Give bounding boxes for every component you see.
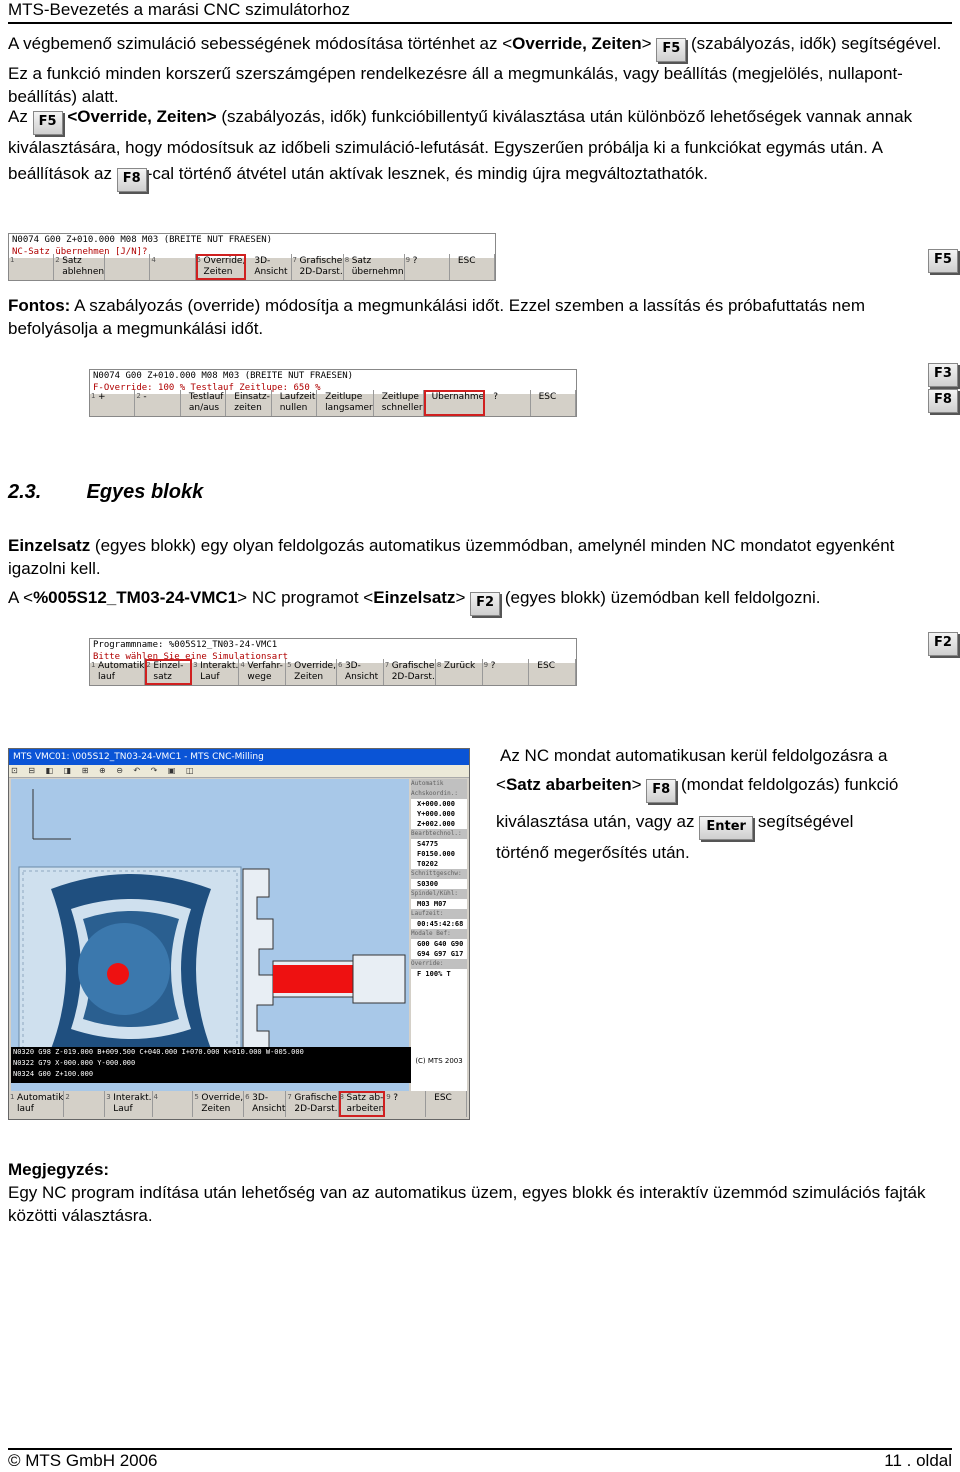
softkey-button[interactable] <box>286 659 337 685</box>
info-value: X+000.000 <box>417 800 455 808</box>
simulator-copyright: (C) MTS 2003 <box>415 1057 463 1065</box>
info-heading: Achskoordin.: <box>411 789 467 799</box>
text-bold: Einzelsatz <box>373 588 456 607</box>
info-heading: Spindel/Kühl: <box>411 889 467 899</box>
text: (egyes blokk) üzemódban kell feldolgozni. <box>500 588 821 607</box>
softkey-label: zeiten <box>234 403 262 413</box>
panel-line: Bitte wählen Sie eine Simulationsart <box>90 651 576 663</box>
panel-line: F-Override: 100 % Testlauf Zeitlupe: 650 % <box>90 382 576 394</box>
softkey-label: Override, <box>294 661 336 671</box>
softkey-label: Interakt. <box>200 661 239 671</box>
softkey-button[interactable] <box>374 390 424 416</box>
f2-key-icon: F2 <box>928 632 958 656</box>
softkey-number: 1 <box>91 392 96 400</box>
f5-key-icon: F5 <box>33 111 63 135</box>
softkey-button[interactable] <box>244 1091 286 1117</box>
softkey-number: 7 <box>384 661 390 669</box>
softkey-label: langsamer <box>325 403 373 413</box>
enter-key-icon: Enter <box>699 816 753 840</box>
softkey-label: ? <box>490 661 496 671</box>
info-value: F0150.000 <box>417 850 455 858</box>
softkey-button[interactable] <box>317 390 374 416</box>
softkey-number: 6 <box>337 661 343 669</box>
softkey-button[interactable] <box>286 1091 338 1117</box>
softkey-button[interactable] <box>150 254 195 280</box>
note-label: Megjegyzés: <box>8 1160 110 1179</box>
info-value: G00 G40 G90 <box>417 940 464 948</box>
softkey-button[interactable] <box>424 390 486 416</box>
f5-key-icon: F5 <box>656 38 686 62</box>
softkey-label: ? <box>412 256 418 266</box>
panel-line: NC-Satz übernehmen [J/N]? <box>9 246 495 258</box>
softkey-button[interactable] <box>339 1091 386 1117</box>
softkey-button[interactable] <box>193 1091 244 1117</box>
softkey-number: 8 <box>436 661 442 669</box>
softkey-label: ESC <box>434 1093 452 1103</box>
text-bold: Satz abarbeiten <box>505 775 632 794</box>
softkey-label: Zeitlupe <box>325 392 363 402</box>
softkey-button[interactable] <box>529 659 576 685</box>
softkey-button[interactable] <box>385 1091 426 1117</box>
info-value: S4775 <box>417 840 439 848</box>
softkey-number: 1 <box>91 661 96 669</box>
softkey-label: 2D-Darst. <box>299 267 343 277</box>
softkey-label: lauf <box>98 672 115 682</box>
softkey-number: 2 <box>136 392 141 400</box>
note-block <box>8 1158 952 1227</box>
info-heading: Automatik <box>411 779 467 789</box>
page-header <box>8 0 952 24</box>
softkey-button[interactable] <box>9 1091 64 1117</box>
softkey-label: ESC <box>538 392 557 402</box>
softkey-label: Grafische <box>391 661 435 671</box>
softkey-number: 2 <box>55 256 60 264</box>
nc-line: N0322 G79 X-000.000 Y-000.000 <box>13 1059 136 1067</box>
softkey-button[interactable] <box>9 254 54 280</box>
softkey-label: 2D-Darst. <box>294 1104 338 1114</box>
softkey-button[interactable] <box>239 659 286 685</box>
softkey-label: Grafische <box>294 1093 338 1103</box>
softkey-label: Satz ab- <box>346 1093 384 1103</box>
simulator-window <box>8 748 470 1120</box>
softkey-number: 7 <box>292 256 298 264</box>
header-title: MTS-Bevezetés a marási CNC szimulátorhoz <box>8 0 350 19</box>
text: (egyes blokk) egy olyan feldolgozás automatikus üzemmódban, amelynél minden NC mondatot egyenként igazolni kell. <box>8 536 895 578</box>
softkey-label: Zeiten <box>201 1104 231 1114</box>
page-footer <box>8 1448 952 1472</box>
softkey-label: Ansicht <box>252 1104 286 1114</box>
softkey-label: Ansicht <box>344 672 379 682</box>
note-text: Egy NC program indítása után lehetőség van az automatikus üzem, egyes blokk és interaktív üzemmód szimulációs fajták közötti választásra. <box>8 1183 926 1225</box>
softkey-label: 2D-Darst. <box>391 672 435 682</box>
softkey-button[interactable] <box>135 390 180 416</box>
softkey-label: Satz <box>62 256 82 266</box>
info-value: M03 M07 <box>417 900 447 908</box>
cnc-panel-accept-block <box>8 233 496 281</box>
paragraph-override-intro <box>8 32 952 108</box>
softkey-label: + <box>98 392 106 402</box>
softkey-button[interactable] <box>272 390 317 416</box>
simulator-info-panel <box>411 779 467 1095</box>
text: > NC programot < <box>237 588 374 607</box>
softkey-label: Zeitlupe <box>381 392 419 402</box>
info-value: T0202 <box>417 860 439 868</box>
f8-key-icon: F8 <box>928 389 958 413</box>
softkey-button[interactable] <box>344 254 405 280</box>
f8-key-icon: F8 <box>117 168 147 192</box>
softkey-button[interactable] <box>292 254 344 280</box>
softkey-number: 1 <box>10 1093 15 1101</box>
side-paragraph <box>496 743 952 865</box>
softkey-label: nullen <box>279 403 308 413</box>
softkey-label: Testlauf <box>188 392 224 402</box>
panel-line: Programmname: %005S12_TN03-24-VMC1 <box>90 639 576 651</box>
softkey-label: 3D- <box>252 1093 269 1103</box>
footer-left: © MTS GmbH 2006 <box>8 1451 158 1470</box>
softkey-button[interactable] <box>384 659 436 685</box>
softkey-label: ESC <box>457 256 476 266</box>
softkey-number: 2 <box>65 1093 70 1101</box>
softkey-button[interactable] <box>196 254 247 280</box>
softkey-button[interactable] <box>153 1091 194 1117</box>
softkey-button[interactable] <box>436 659 483 685</box>
softkey-button[interactable] <box>485 390 530 416</box>
softkey-label: ? <box>393 1093 399 1103</box>
softkey-button[interactable] <box>337 659 384 685</box>
softkey-label: Automatik <box>98 661 145 671</box>
section-heading <box>8 481 203 504</box>
info-heading: Modale Bef: <box>411 929 467 939</box>
softkey-button[interactable] <box>192 659 239 685</box>
softkey-label: - <box>143 392 147 402</box>
softkey-label: Override, <box>201 1093 244 1103</box>
softkey-number: 1 <box>10 256 15 264</box>
softkey-number: 5 <box>287 661 292 669</box>
softkey-label: übernehmn <box>351 267 404 277</box>
paragraph-important <box>8 294 952 340</box>
text: kiválasztása után, vagy az <box>496 812 695 831</box>
text: (szabályozás, idők) segítségével. Ez a funkció minden korszerű szerszámgépen rendelkezésre áll a megmunkálás, vagy beállítás (megjelölés, nullapont-beállítás) alatt. <box>8 34 942 106</box>
softkey-number: 5 <box>194 1093 199 1101</box>
softkey-label: schneller <box>381 403 423 413</box>
softkey-label: 3D- <box>254 256 271 266</box>
footer-page-number: 11 . oldal <box>884 1451 952 1470</box>
softkey-button[interactable] <box>483 659 530 685</box>
info-value: G94 G97 G17 <box>417 950 464 958</box>
text: segítségével <box>753 812 854 831</box>
cnc-panel-override <box>89 369 577 417</box>
softkey-button[interactable] <box>105 254 150 280</box>
text: A < <box>8 588 34 607</box>
softkey-label: Übernahme <box>431 392 485 402</box>
softkey-label: 3D- <box>344 661 361 671</box>
text: A szabályozás (override) módosítja a megmunkálási időt. Ezzel szemben a lassítás és próbafuttatás nem befolyásolja a megmunkálási időt. <box>8 296 865 338</box>
f2-key-icon: F2 <box>470 592 500 616</box>
simulator-nc-lines <box>11 1047 411 1083</box>
softkey-label: Interakt. <box>113 1093 152 1103</box>
info-value: F 100% T <box>417 970 451 978</box>
text-bold: Override, Zeiten <box>512 34 642 53</box>
softkey-button[interactable] <box>226 390 271 416</box>
text: > <box>641 34 652 53</box>
text: > <box>455 588 466 607</box>
info-value: S0300 <box>417 880 439 888</box>
text: A végbemenő szimuláció sebességének módosítása történhet az < <box>8 34 513 53</box>
softkey-label: wege <box>247 672 272 682</box>
softkey-number: 3 <box>193 661 198 669</box>
section-number: 2.3. <box>8 481 42 503</box>
info-value: Z+002.000 <box>417 820 455 828</box>
softkey-number: 9 <box>483 661 489 669</box>
paragraph-einzelsatz <box>8 534 952 580</box>
softkey-label: Override, <box>203 256 246 266</box>
text: Az <box>8 107 28 126</box>
softkey-button[interactable] <box>531 390 576 416</box>
softkey-number: 9 <box>386 1093 391 1101</box>
info-value: 00:45:42:68 <box>417 920 464 928</box>
softkey-number: 4 <box>153 1093 158 1101</box>
softkey-button[interactable] <box>64 1091 105 1117</box>
softkey-number: 8 <box>339 1093 345 1101</box>
softkey-number: 4 <box>151 256 156 264</box>
softkey-button[interactable] <box>145 659 192 685</box>
softkey-button[interactable] <box>90 390 135 416</box>
softkey-label: ESC <box>537 661 555 671</box>
softkey-label: arbeiten <box>346 1104 385 1114</box>
softkey-button[interactable] <box>54 254 105 280</box>
softkey-label: Zeiten <box>203 267 233 277</box>
softkey-label: Ansicht <box>254 267 288 277</box>
softkey-label: Grafische <box>299 256 343 266</box>
softkey-number: 3 <box>106 1093 111 1101</box>
text: Az NC mondat automatikusan kerül feldolgozásra a <box>500 746 888 765</box>
softkey-label: Einzel- <box>153 661 184 671</box>
softkey-label: lauf <box>17 1104 34 1114</box>
simulator-softkeys <box>9 1091 467 1117</box>
softkey-button[interactable] <box>450 254 495 280</box>
softkey-label: Automatik <box>17 1093 64 1103</box>
paragraph-program <box>8 586 952 616</box>
nc-line: N0320 G98 Z-019.000 B+009.500 C+040.000 I+070.000 K+010.000 W-005.000 <box>13 1048 304 1056</box>
softkey-label: satz <box>153 672 172 682</box>
softkey-button[interactable] <box>405 254 450 280</box>
softkey-label: Zeiten <box>294 672 324 682</box>
nc-line: N0324 G00 Z+100.000 <box>13 1070 94 1078</box>
softkey-number: 4 <box>240 661 245 669</box>
important-label: Fontos: <box>8 296 71 315</box>
softkey-number: 7 <box>287 1093 292 1101</box>
softkey-button[interactable] <box>181 390 226 416</box>
info-heading: Laufzeit: <box>411 909 467 919</box>
text-bold: Einzelsatz <box>8 536 91 555</box>
simulator-titlebar: MTS VMC01: \005S12_TN03-24-VMC1 - MTS CNC-Milling <box>9 749 469 765</box>
info-value: Y+000.000 <box>417 810 455 818</box>
program-name: %005S12_TM03-24-VMC1 <box>33 588 238 607</box>
text: < <box>496 775 506 794</box>
softkey-label: Verfahr- <box>247 661 283 671</box>
softkey-number: 6 <box>245 1093 250 1101</box>
softkey-label: Einsatz- <box>234 392 270 402</box>
softkey-button[interactable] <box>105 1091 152 1117</box>
softkey-number: 8 <box>344 256 350 264</box>
softkey-label: ? <box>493 392 498 402</box>
softkey-number: 2 <box>146 661 151 669</box>
softkey-button[interactable] <box>426 1091 467 1117</box>
softkey-label: Lauf <box>200 672 220 682</box>
text-bold: <Override, Zeiten> <box>67 107 217 126</box>
section-title: Egyes blokk <box>86 481 204 503</box>
text: történő megerősítés után. <box>496 843 690 862</box>
info-heading: Bearbtechnol.: <box>411 829 467 839</box>
simulator-toolbar[interactable]: ⊡ ⊟ ◧ ◨ ⊞ ⊕ ⊖ ↶ ↷ ▣ ◫ <box>9 765 469 778</box>
info-heading: Override: <box>411 959 467 969</box>
text: -cal történő átvétel után aktívak lesznek, és mindig újra megváltoztathatók. <box>146 164 708 183</box>
cnc-panel-simulation-mode <box>89 638 577 686</box>
paragraph-override-options <box>8 104 952 192</box>
text: > <box>631 775 642 794</box>
softkey-label: Lauf <box>113 1104 133 1114</box>
f3-key-icon: F3 <box>928 363 958 387</box>
softkey-label: Laufzeit <box>279 392 316 402</box>
softkey-number: 9 <box>405 256 411 264</box>
f5-key-icon: F5 <box>928 249 958 273</box>
panel-line: N0074 G00 Z+010.000 M08 M03 (BREITE NUT FRAESEN) <box>90 370 576 382</box>
softkey-label: an/aus <box>188 403 220 413</box>
softkey-button[interactable] <box>246 254 291 280</box>
softkey-number: 5 <box>196 256 201 264</box>
panel-line: N0074 G00 Z+010.000 M08 M03 (BREITE NUT FRAESEN) <box>9 234 495 246</box>
text: (mondat feldolgozás) funkció <box>676 775 899 794</box>
info-heading: Schnittgeschw: <box>411 869 467 879</box>
text: (szabályozás, idők) funkcióbillentyű kiválasztása után különböző lehetőségek vannak annak kiválasztására, hogy módosítsuk az időbeli szimuláció-lefutását. Egyszerűen próbálja ki a funkciókat egymás után. A beállítások az <box>8 107 913 183</box>
softkey-label: Satz <box>351 256 372 266</box>
softkey-label: Zurück <box>443 661 476 671</box>
f8-key-icon: F8 <box>646 779 676 803</box>
softkey-label: ablehnen <box>62 267 105 277</box>
softkey-button[interactable] <box>90 659 145 685</box>
